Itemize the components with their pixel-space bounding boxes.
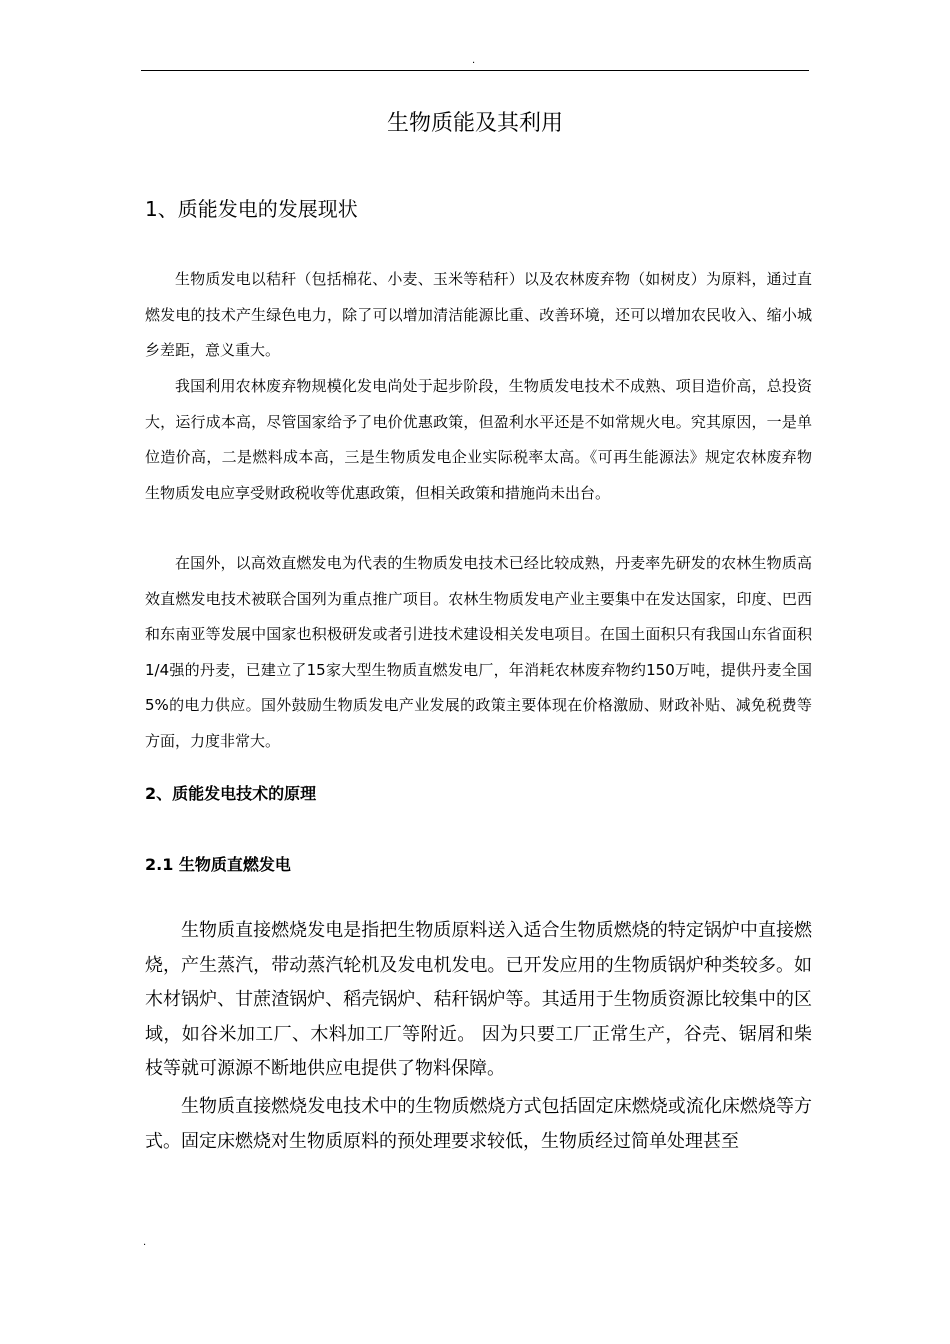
- section-2-heading: 2、质能发电技术的原理: [145, 784, 317, 803]
- section-1-paragraph-3: 在国外，以高效直燃发电为代表的生物质发电技术已经比较成熟，丹麦率先研发的农林生物质高效直燃发电技术被联合国列为重点推广项目。农林生物质发电产业主要集中在发达国家，印度、巴西和东南亚等发展中国家也积极研发或者引进技术建设相关发电项目。在国土面积只有我国山东省面积1/4强的丹麦，已建立了15家大型生物质直燃发电厂，年消耗农林废弃物约150万吨，提供丹麦全国5%的电力供应。国外鼓励生物质发电产业发展的政策主要体现在价格激励、财政补贴、减免税费等方面，力度非常大。: [145, 554, 812, 750]
- section-1-paragraph-2: 我国利用农林废弃物规模化发电尚处于起步阶段，生物质发电技术不成熟、项目造价高，总投资大，运行成本高，尽管国家给予了电价优惠政策，但盈利水平还是不如常规火电。究其原因，一是单位造价高，二是燃料成本高，三是生物质发电企业实际税率太高。《可再生能源法》规定农林废弃物生物质发电应享受财政税收等优惠政策，但相关政策和措施尚未出台。: [145, 377, 812, 502]
- section-1-heading: 1、质能发电的发展现状: [145, 197, 358, 221]
- header-rule: [141, 70, 809, 71]
- header-mark: .: [472, 55, 476, 66]
- document-title: 生物质能及其利用: [386, 111, 563, 136]
- section-2-1-paragraph-2: 生物质直接燃烧发电技术中的生物质燃烧方式包括固定床燃烧或流化床燃烧等方式。固定床燃烧对生物质原料的预处理要求较低，生物质经过简单处理甚至: [145, 1096, 812, 1152]
- footer-mark: .: [143, 1237, 147, 1248]
- section-2-1-paragraph-1: 生物质直接燃烧发电是指把生物质原料送入适合生物质燃烧的特定锅炉中直接燃烧，产生蒸汽，带动蒸汽轮机及发电机发电。已开发应用的生物质锅炉种类较多。如木材锅炉、甘蔗渣锅炉、稻壳锅炉、秸秆锅炉等。其适用于生物质资源比较集中的区域，如谷米加工厂、木料加工厂等附近。 因为只要工厂正常生产，谷壳、锯屑和柴枝等就可源源不断地供应电提供了物料保障。: [145, 920, 812, 1080]
- section-2-1-heading: 2.1 生物质直燃发电: [145, 855, 291, 874]
- section-1-paragraph-1: 生物质发电以秸秆（包括棉花、小麦、玉米等秸秆）以及农林废弃物（如树皮）为原料，通过直燃发电的技术产生绿色电力，除了可以增加清洁能源比重、改善环境，还可以增加农民收入、缩小城乡差距，意义重大。: [145, 270, 812, 360]
